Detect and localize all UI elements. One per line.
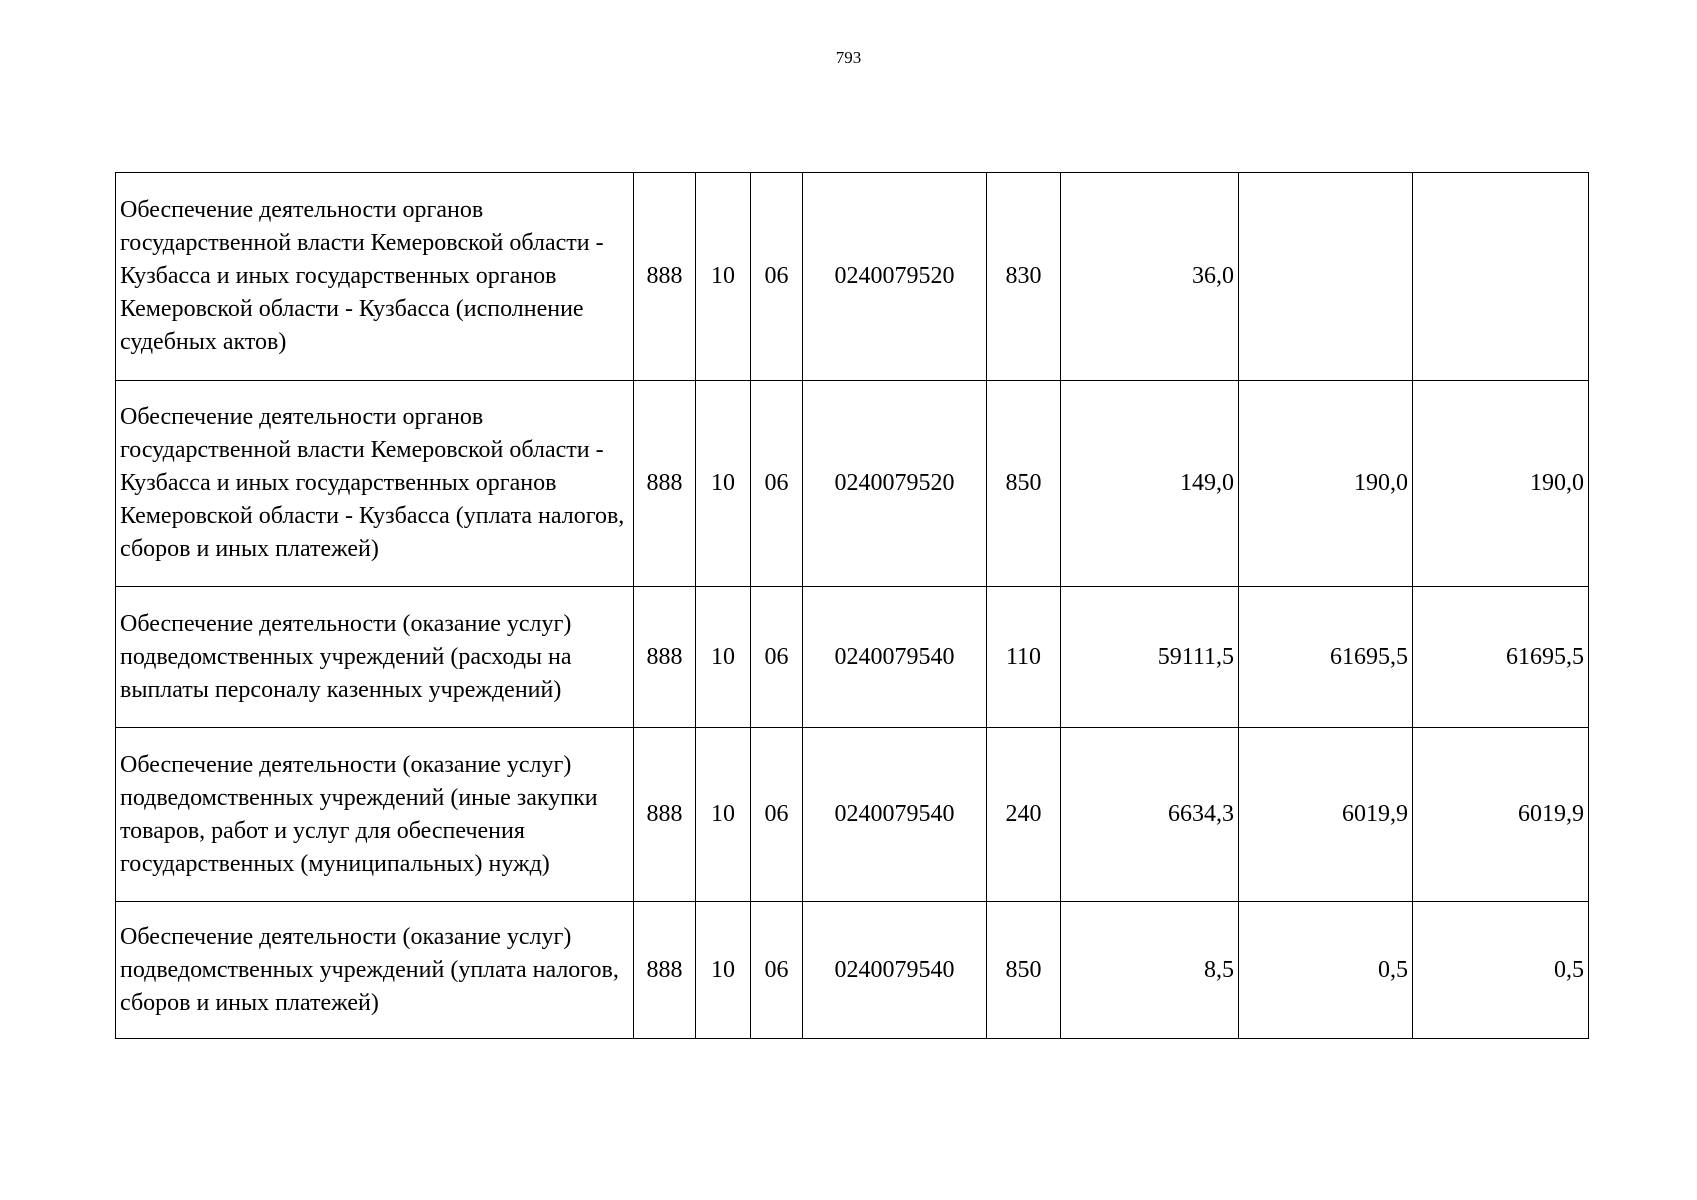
target-article-code: 0240079520	[803, 381, 987, 587]
budget-table	[115, 172, 1589, 1039]
ministry-code: 888	[634, 587, 696, 728]
target-article-code: 0240079540	[803, 902, 987, 1039]
ministry-code: 888	[634, 173, 696, 381]
table-row	[116, 728, 1589, 902]
amount-year-2	[1239, 173, 1413, 381]
section-code: 10	[696, 728, 751, 902]
table-row	[116, 381, 1589, 587]
amount-year-2: 61695,5	[1239, 587, 1413, 728]
ministry-code: 888	[634, 728, 696, 902]
amount-year-1: 6634,3	[1061, 728, 1239, 902]
row-description: Обеспечение деятельности органов государственной власти Кемеровской области - Кузбасса и иных государственных органов Кемеровской области - Кузбасса (исполнение судебных актов)	[116, 173, 634, 381]
amount-year-1: 149,0	[1061, 381, 1239, 587]
row-description: Обеспечение деятельности (оказание услуг) подведомственных учреждений (расходы на выплаты персоналу казенных учреждений)	[116, 587, 634, 728]
expense-type-code: 850	[987, 381, 1061, 587]
subsection-code: 06	[751, 173, 803, 381]
row-description: Обеспечение деятельности (оказание услуг) подведомственных учреждений (иные закупки товаров, работ и услуг для обеспечения государственных (муниципальных) нужд)	[116, 728, 634, 902]
amount-year-2: 6019,9	[1239, 728, 1413, 902]
page-number: 793	[835, 48, 862, 67]
amount-year-2: 0,5	[1239, 902, 1413, 1039]
amount-year-3: 0,5	[1413, 902, 1589, 1039]
amount-year-3	[1413, 173, 1589, 381]
amount-year-3: 61695,5	[1413, 587, 1589, 728]
ministry-code: 888	[634, 381, 696, 587]
subsection-code: 06	[751, 587, 803, 728]
ministry-code: 888	[634, 902, 696, 1039]
target-article-code: 0240079520	[803, 173, 987, 381]
target-article-code: 0240079540	[803, 587, 987, 728]
table-row	[116, 587, 1589, 728]
table-row	[116, 173, 1589, 381]
target-article-code: 0240079540	[803, 728, 987, 902]
row-description: Обеспечение деятельности органов государственной власти Кемеровской области - Кузбасса и иных государственных органов Кемеровской области - Кузбасса (уплата налогов, сборов и иных платежей)	[116, 381, 634, 587]
amount-year-1: 8,5	[1061, 902, 1239, 1039]
subsection-code: 06	[751, 728, 803, 902]
expense-type-code: 110	[987, 587, 1061, 728]
table-row	[116, 902, 1589, 1039]
section-code: 10	[696, 587, 751, 728]
amount-year-1: 59111,5	[1061, 587, 1239, 728]
section-code: 10	[696, 902, 751, 1039]
expense-type-code: 850	[987, 902, 1061, 1039]
subsection-code: 06	[751, 902, 803, 1039]
expense-type-code: 830	[987, 173, 1061, 381]
expense-type-code: 240	[987, 728, 1061, 902]
subsection-code: 06	[751, 381, 803, 587]
amount-year-3: 190,0	[1413, 381, 1589, 587]
amount-year-1: 36,0	[1061, 173, 1239, 381]
amount-year-3: 6019,9	[1413, 728, 1589, 902]
section-code: 10	[696, 173, 751, 381]
row-description: Обеспечение деятельности (оказание услуг) подведомственных учреждений (уплата налогов, сборов и иных платежей)	[116, 902, 634, 1039]
amount-year-2: 190,0	[1239, 381, 1413, 587]
section-code: 10	[696, 381, 751, 587]
